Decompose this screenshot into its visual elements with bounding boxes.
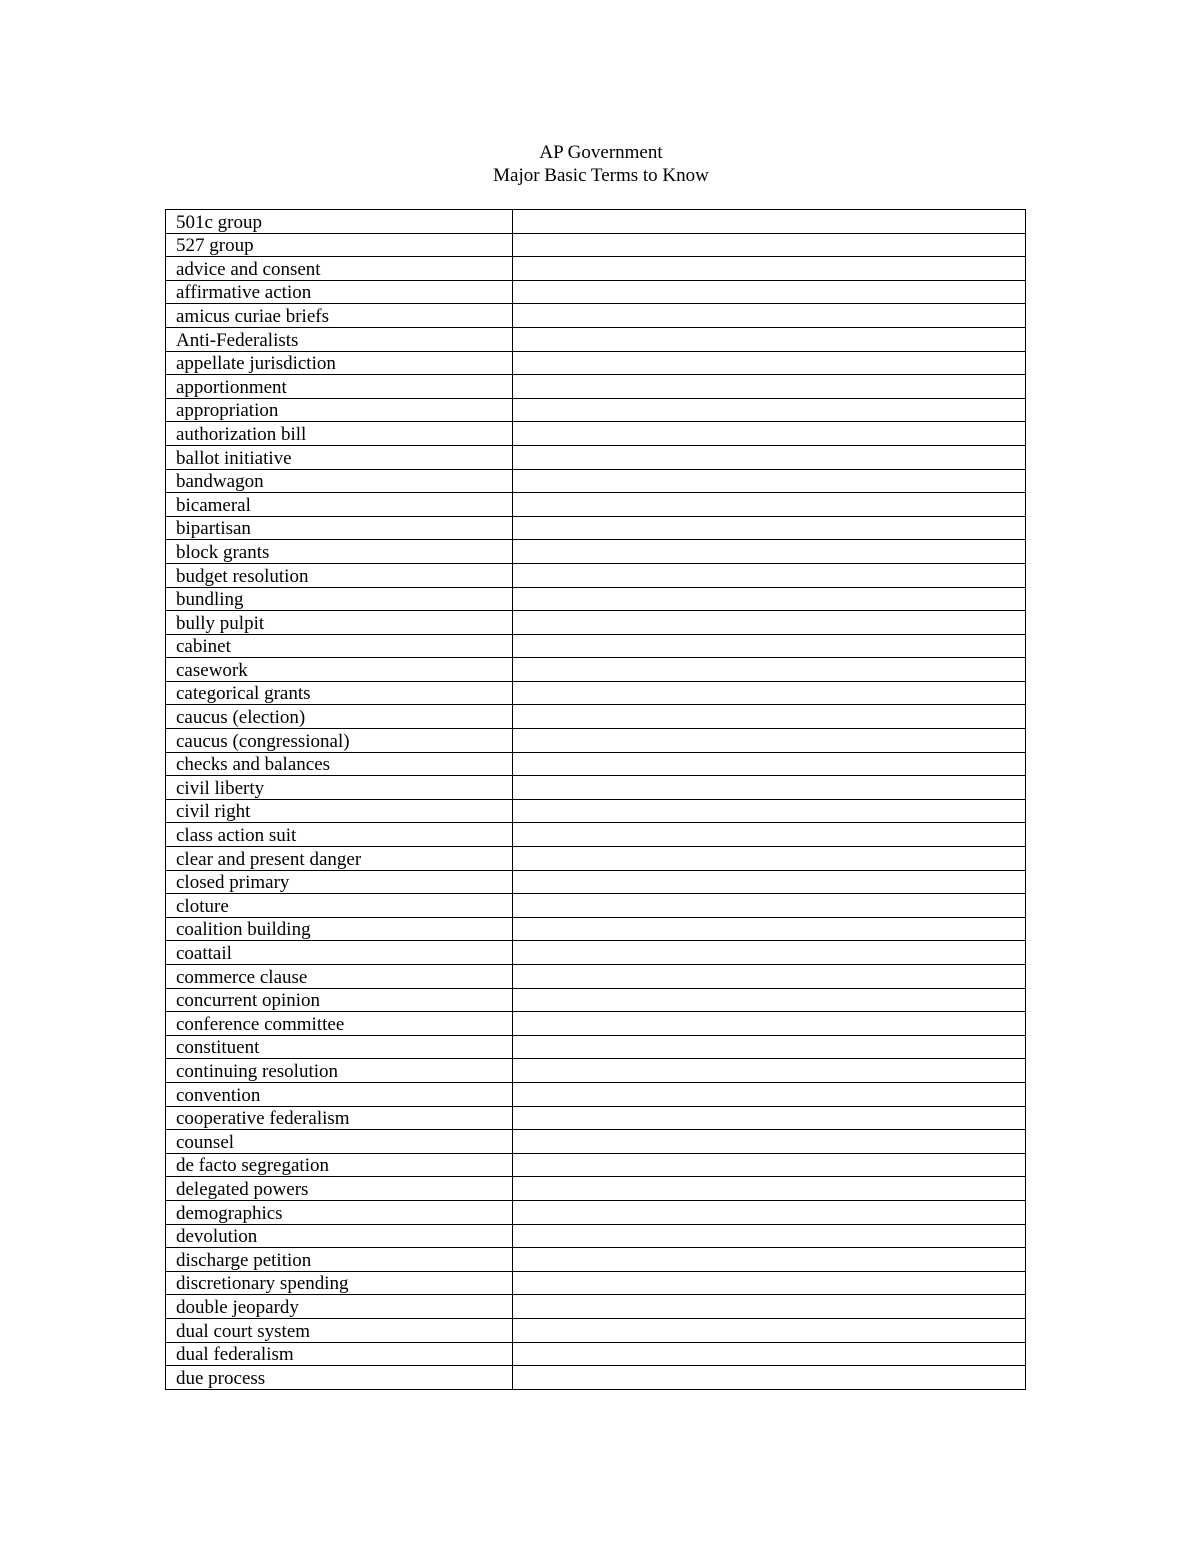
definition-cell (513, 729, 1026, 753)
definition-cell (513, 634, 1026, 658)
term-cell: commerce clause (166, 965, 513, 989)
term-cell: affirmative action (166, 280, 513, 304)
table-row (166, 445, 1026, 469)
definition-cell (513, 847, 1026, 871)
definition-cell (513, 1366, 1026, 1390)
term-cell: due process (166, 1366, 513, 1390)
terms-table-body (166, 210, 1026, 1390)
definition-cell (513, 941, 1026, 965)
term-cell: class action suit (166, 823, 513, 847)
term-cell: 501c group (166, 210, 513, 234)
term-cell: bipartisan (166, 516, 513, 540)
term-cell: constituent (166, 1035, 513, 1059)
term-cell: apportionment (166, 375, 513, 399)
definition-cell (513, 1106, 1026, 1130)
table-row (166, 870, 1026, 894)
definition-cell (513, 1177, 1026, 1201)
table-row (166, 1106, 1026, 1130)
definition-cell (513, 327, 1026, 351)
table-row (166, 705, 1026, 729)
table-row (166, 1059, 1026, 1083)
term-cell: 527 group (166, 233, 513, 257)
term-cell: demographics (166, 1200, 513, 1224)
term-cell: cooperative federalism (166, 1106, 513, 1130)
term-cell: appellate jurisdiction (166, 351, 513, 375)
definition-cell (513, 799, 1026, 823)
definition-cell (513, 965, 1026, 989)
definition-cell (513, 445, 1026, 469)
term-cell: discharge petition (166, 1248, 513, 1272)
definition-cell (513, 1295, 1026, 1319)
definition-cell (513, 493, 1026, 517)
term-cell: categorical grants (166, 681, 513, 705)
table-row (166, 257, 1026, 281)
table-row (166, 1153, 1026, 1177)
definition-cell (513, 1012, 1026, 1036)
table-row (166, 611, 1026, 635)
term-cell: conference committee (166, 1012, 513, 1036)
term-cell: coalition building (166, 917, 513, 941)
table-row (166, 752, 1026, 776)
table-row (166, 1177, 1026, 1201)
term-cell: bandwagon (166, 469, 513, 493)
definition-cell (513, 563, 1026, 587)
table-row (166, 1224, 1026, 1248)
definition-cell (513, 823, 1026, 847)
definition-cell (513, 587, 1026, 611)
definition-cell (513, 540, 1026, 564)
table-row (166, 823, 1026, 847)
term-cell: ballot initiative (166, 445, 513, 469)
definition-cell (513, 611, 1026, 635)
definition-cell (513, 1200, 1026, 1224)
table-row (166, 941, 1026, 965)
table-row (166, 965, 1026, 989)
definition-cell (513, 1082, 1026, 1106)
term-cell: cloture (166, 894, 513, 918)
table-row (166, 799, 1026, 823)
table-row (166, 1082, 1026, 1106)
document-header (0, 141, 1200, 187)
term-cell: convention (166, 1082, 513, 1106)
table-row (166, 1366, 1026, 1390)
term-cell: dual court system (166, 1318, 513, 1342)
definition-cell (513, 257, 1026, 281)
term-cell: casework (166, 658, 513, 682)
term-cell: counsel (166, 1130, 513, 1154)
table-row (166, 1271, 1026, 1295)
term-cell: double jeopardy (166, 1295, 513, 1319)
table-row (166, 398, 1026, 422)
table-row (166, 280, 1026, 304)
term-cell: budget resolution (166, 563, 513, 587)
definition-cell (513, 988, 1026, 1012)
definition-cell (513, 304, 1026, 328)
table-row (166, 540, 1026, 564)
term-cell: authorization bill (166, 422, 513, 446)
definition-cell (513, 1153, 1026, 1177)
document-subtitle: Major Basic Terms to Know (493, 165, 709, 186)
definition-cell (513, 1130, 1026, 1154)
term-cell: concurrent opinion (166, 988, 513, 1012)
table-row (166, 988, 1026, 1012)
term-cell: dual federalism (166, 1342, 513, 1366)
term-cell: amicus curiae briefs (166, 304, 513, 328)
table-row (166, 729, 1026, 753)
table-row (166, 1200, 1026, 1224)
term-cell: bundling (166, 587, 513, 611)
table-row (166, 327, 1026, 351)
term-cell: clear and present danger (166, 847, 513, 871)
term-cell: advice and consent (166, 257, 513, 281)
table-row (166, 917, 1026, 941)
table-row (166, 634, 1026, 658)
table-row (166, 776, 1026, 800)
term-cell: delegated powers (166, 1177, 513, 1201)
term-cell: caucus (election) (166, 705, 513, 729)
definition-cell (513, 1271, 1026, 1295)
table-row (166, 894, 1026, 918)
term-cell: appropriation (166, 398, 513, 422)
table-row (166, 1130, 1026, 1154)
term-cell: Anti-Federalists (166, 327, 513, 351)
definition-cell (513, 1342, 1026, 1366)
table-row (166, 304, 1026, 328)
table-row (166, 1035, 1026, 1059)
definition-cell (513, 1035, 1026, 1059)
definition-cell (513, 210, 1026, 234)
table-row (166, 658, 1026, 682)
table-row (166, 1012, 1026, 1036)
table-row (166, 493, 1026, 517)
term-cell: de facto segregation (166, 1153, 513, 1177)
definition-cell (513, 280, 1026, 304)
definition-cell (513, 894, 1026, 918)
term-cell: civil right (166, 799, 513, 823)
term-cell: block grants (166, 540, 513, 564)
term-cell: caucus (congressional) (166, 729, 513, 753)
term-cell: coattail (166, 941, 513, 965)
table-row (166, 1295, 1026, 1319)
table-row (166, 469, 1026, 493)
term-cell: discretionary spending (166, 1271, 513, 1295)
definition-cell (513, 917, 1026, 941)
definition-cell (513, 1059, 1026, 1083)
term-cell: devolution (166, 1224, 513, 1248)
table-row (166, 1318, 1026, 1342)
definition-cell (513, 870, 1026, 894)
term-cell: cabinet (166, 634, 513, 658)
table-row (166, 563, 1026, 587)
definition-cell (513, 681, 1026, 705)
definition-cell (513, 398, 1026, 422)
table-row (166, 233, 1026, 257)
table-row (166, 422, 1026, 446)
definition-cell (513, 752, 1026, 776)
definition-cell (513, 658, 1026, 682)
table-row (166, 375, 1026, 399)
definition-cell (513, 351, 1026, 375)
term-cell: closed primary (166, 870, 513, 894)
document-title: AP Government (539, 142, 663, 163)
definition-cell (513, 1318, 1026, 1342)
term-cell: continuing resolution (166, 1059, 513, 1083)
terms-table (165, 209, 1026, 1390)
definition-cell (513, 422, 1026, 446)
table-row (166, 681, 1026, 705)
definition-cell (513, 469, 1026, 493)
table-row (166, 1248, 1026, 1272)
table-row (166, 351, 1026, 375)
definition-cell (513, 1248, 1026, 1272)
definition-cell (513, 516, 1026, 540)
definition-cell (513, 375, 1026, 399)
table-row (166, 1342, 1026, 1366)
definition-cell (513, 705, 1026, 729)
table-row (166, 847, 1026, 871)
table-row (166, 587, 1026, 611)
definition-cell (513, 233, 1026, 257)
definition-cell (513, 1224, 1026, 1248)
term-cell: checks and balances (166, 752, 513, 776)
term-cell: bully pulpit (166, 611, 513, 635)
term-cell: bicameral (166, 493, 513, 517)
definition-cell (513, 776, 1026, 800)
table-row (166, 516, 1026, 540)
table-row (166, 210, 1026, 234)
term-cell: civil liberty (166, 776, 513, 800)
